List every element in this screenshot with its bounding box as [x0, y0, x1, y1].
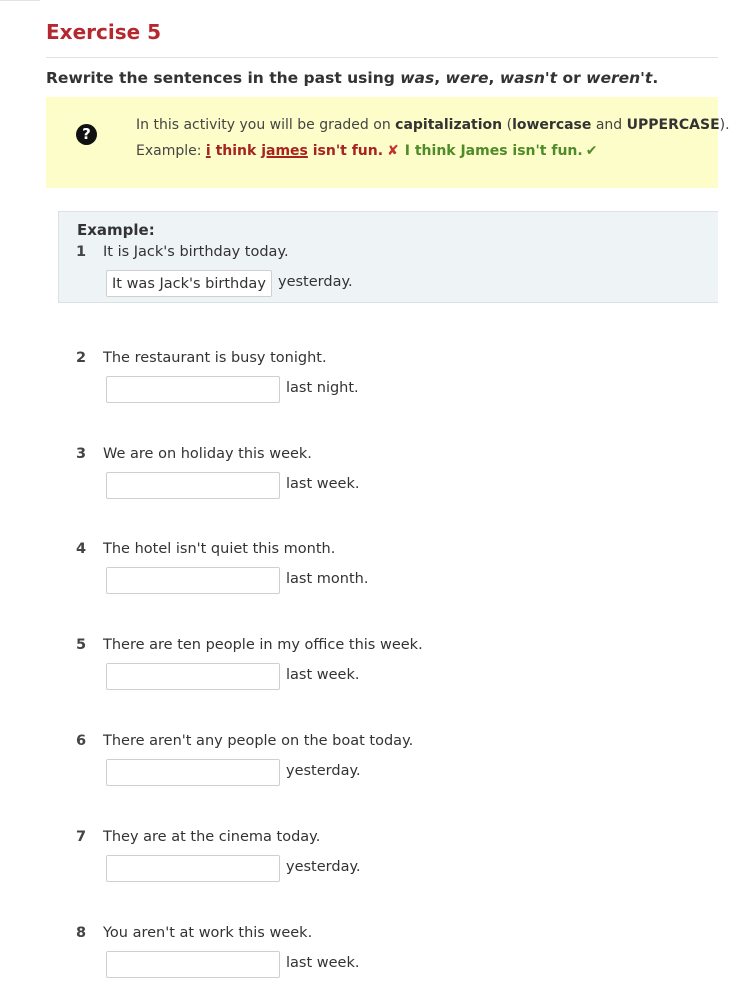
instruction-end: . [652, 69, 659, 87]
instruction-separator: , [488, 69, 500, 87]
instruction-word-werent: weren't [586, 69, 653, 87]
instruction-word-were: were [445, 69, 489, 87]
question-number: 1 [76, 244, 87, 260]
wrong-text: think [210, 143, 262, 159]
notice-bold-lowercase: lowercase [512, 117, 592, 133]
question-prompt: You aren't at work this week. [103, 925, 313, 941]
answer-input-7[interactable] [106, 855, 280, 882]
cross-icon: ✘ [387, 143, 399, 159]
notice-text: ). [719, 117, 730, 133]
answer-input-4[interactable] [106, 567, 280, 594]
question-number: 6 [76, 733, 87, 749]
wrong-text: isn't fun. [307, 143, 384, 159]
notice-text: In this activity you will be graded on [136, 117, 396, 133]
instruction-separator: or [557, 69, 587, 87]
notice-bold-capitalization: capitalization [395, 117, 503, 133]
wrong-example [206, 143, 383, 159]
question-prompt: There are ten people in my office this week. [103, 637, 423, 653]
question-suffix: last week. [286, 955, 360, 971]
question-suffix: yesterday. [278, 274, 353, 290]
question-suffix: last month. [286, 571, 369, 587]
notice-text: and [591, 117, 627, 133]
question-prompt: There aren't any people on the boat today. [103, 733, 414, 749]
question-number: 8 [76, 925, 87, 941]
question-suffix: last week. [286, 476, 360, 492]
question-number: 5 [76, 637, 87, 653]
exercise-instruction [46, 69, 658, 87]
question-suffix: last week. [286, 667, 360, 683]
question-prompt: We are on holiday this week. [103, 446, 312, 462]
right-example: I think James isn't fun. [404, 143, 583, 159]
top-divider [0, 0, 40, 1]
question-number: 2 [76, 350, 87, 366]
notice-grading-text [136, 117, 730, 133]
instruction-text: Rewrite the sentences in the past using [46, 69, 401, 87]
instruction-word-wasnt: wasn't [499, 69, 558, 87]
example-label: Example: [77, 221, 155, 239]
grading-notice [46, 97, 730, 188]
instruction-separator: , [434, 69, 446, 87]
wrong-word-james: james [261, 143, 308, 159]
example-box [58, 211, 718, 303]
wrong-word-i: i [205, 143, 211, 159]
question-suffix: yesterday. [286, 763, 361, 779]
check-icon: ✔ [585, 143, 598, 159]
title-divider [46, 57, 718, 58]
example-answer-field [106, 270, 272, 297]
question-suffix: yesterday. [286, 859, 361, 875]
answer-input-8[interactable] [106, 951, 280, 978]
question-number: 4 [76, 541, 87, 557]
answer-input-5[interactable] [106, 663, 280, 690]
question-prompt: They are at the cinema today. [103, 829, 321, 845]
answer-input-3[interactable] [106, 472, 280, 499]
question-number: 7 [76, 829, 87, 845]
question-number: 3 [76, 446, 87, 462]
notice-example-text [136, 143, 597, 159]
question-prompt: The restaurant is busy tonight. [103, 350, 327, 366]
question-prompt: The hotel isn't quiet this month. [103, 541, 336, 557]
question-prompt: It is Jack's birthday today. [103, 244, 289, 260]
question-circle-icon: ? [76, 124, 97, 145]
notice-text: ( [502, 117, 513, 133]
answer-input-6[interactable] [106, 759, 280, 786]
exercise-title: Exercise 5 [46, 20, 162, 44]
instruction-word-was: was [400, 69, 435, 87]
question-suffix: last night. [286, 380, 359, 396]
notice-bold-uppercase: UPPERCASE [626, 117, 720, 133]
notice-example-label: Example: [136, 143, 206, 159]
answer-input-2[interactable] [106, 376, 280, 403]
